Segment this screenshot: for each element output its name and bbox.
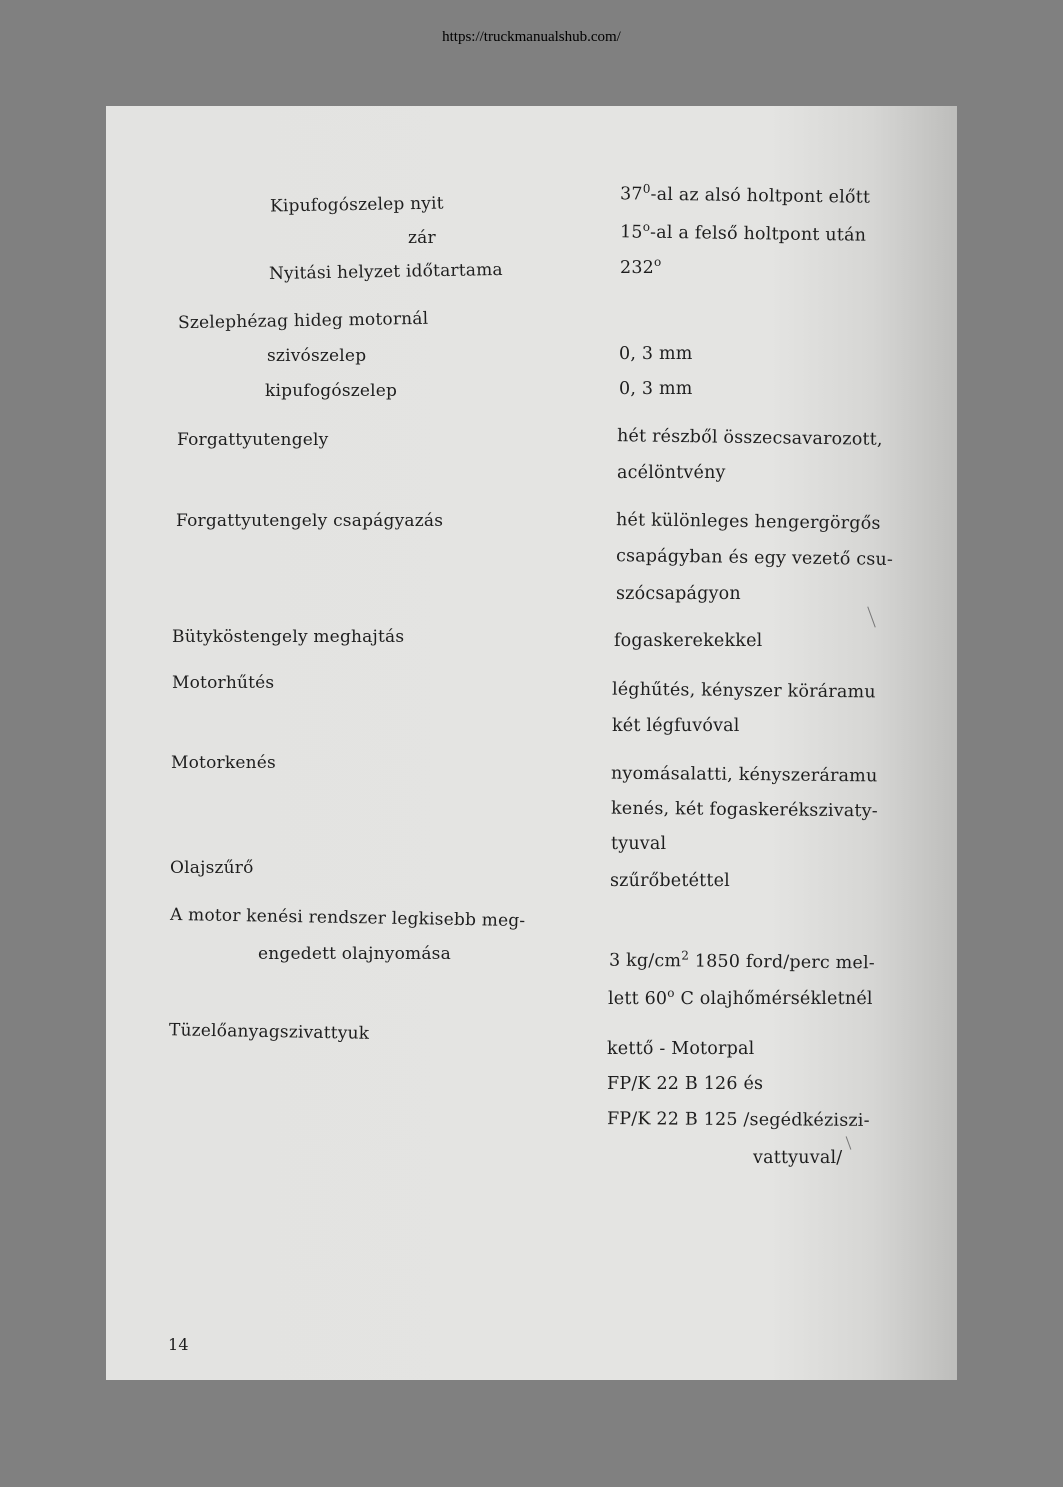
value-fuel-pumps-line1: kettő - Motorpal — [607, 1039, 755, 1059]
label-min-oil-pressure-line1: A motor kenési rendszer legkisebb meg- — [169, 904, 526, 932]
label-fuel-pumps: Tüzelőanyagszivattyuk — [168, 1020, 370, 1044]
value-engine-cooling-line1: léghűtés, kényszer köráramu — [611, 679, 876, 703]
value-crankshaft-line2: acélöntvény — [617, 463, 726, 483]
value-engine-cooling-line2: két légfuvóval — [612, 716, 740, 736]
label-oil-filter: Olajszűrő — [170, 858, 254, 878]
label-camshaft-drive: Bütyköstengely meghajtás — [172, 627, 405, 647]
label-min-oil-pressure-line2: engedett olajnyomása — [258, 944, 451, 964]
label-crankshaft: Forgattyutengely — [177, 430, 329, 450]
label-crankshaft-bearing: Forgattyutengely csapágyazás — [176, 511, 444, 531]
value-oil-filter: szűrőbetéttel — [610, 871, 730, 891]
value-engine-lubrication-line3: tyuval — [611, 834, 667, 854]
value-crankshaft-line1: hét részből összecsavarozott, — [616, 426, 883, 450]
value-engine-lubrication-line1: nyomásalatti, kényszeráramu — [610, 763, 878, 787]
value-min-oil-pressure-line1: 3 $kg/cm^2$ 1850 ford/perc mel- — [608, 948, 876, 974]
value-fuel-pumps-line3: FP/K 22 B 125 /segédkéziszi- — [606, 1109, 870, 1131]
label-engine-lubrication: Motorkenés — [171, 753, 276, 773]
label-valve-clearance: Szelephézag hideg motornál — [177, 308, 429, 334]
value-exhaust-valve: 0, 3 mm — [619, 379, 693, 399]
page-number: 14 — [168, 1335, 189, 1354]
value-crankshaft-bearing-line1: hét különleges hengergörgős — [615, 510, 881, 534]
label-exhaust-open: Kipufogószelep nyit — [269, 193, 444, 217]
value-min-oil-pressure-line2: lett 60$^o$ C olajhőmérsékletnél — [608, 986, 873, 1009]
label-intake-valve: szivószelep — [267, 346, 367, 366]
value-exhaust-close: 15$^o$-al a felső holtpont után — [619, 219, 867, 246]
label-exhaust-close: zár — [408, 228, 436, 248]
value-crankshaft-bearing-line2: csapágyban és egy vezető csu- — [615, 546, 894, 570]
value-camshaft-drive: fogaskerekekkel — [614, 631, 763, 651]
value-exhaust-open: $37^0-al$ az alsó holtpont előtt — [619, 181, 871, 208]
value-crankshaft-bearing-line3: szócsapágyon — [616, 584, 741, 604]
value-fuel-pumps-line4: vattyuval/ — [753, 1148, 843, 1168]
value-intake-valve: 0, 3 mm — [619, 344, 693, 364]
paper-mark — [867, 606, 875, 627]
header-url[interactable]: https://truckmanualshub.com/ — [442, 29, 621, 45]
label-exhaust-valve: kipufogószelep — [265, 381, 398, 401]
label-open-duration: Nyitási helyzet időtartama — [268, 259, 503, 285]
value-fuel-pumps-line2: FP/K 22 B 126 és — [607, 1074, 764, 1094]
value-open-duration: 232$^o$ — [620, 255, 662, 278]
value-engine-lubrication-line2: kenés, két fogaskerékszivaty- — [610, 798, 879, 822]
paper-mark — [846, 1136, 852, 1149]
document-page — [106, 106, 957, 1380]
label-engine-cooling: Motorhűtés — [172, 673, 275, 693]
